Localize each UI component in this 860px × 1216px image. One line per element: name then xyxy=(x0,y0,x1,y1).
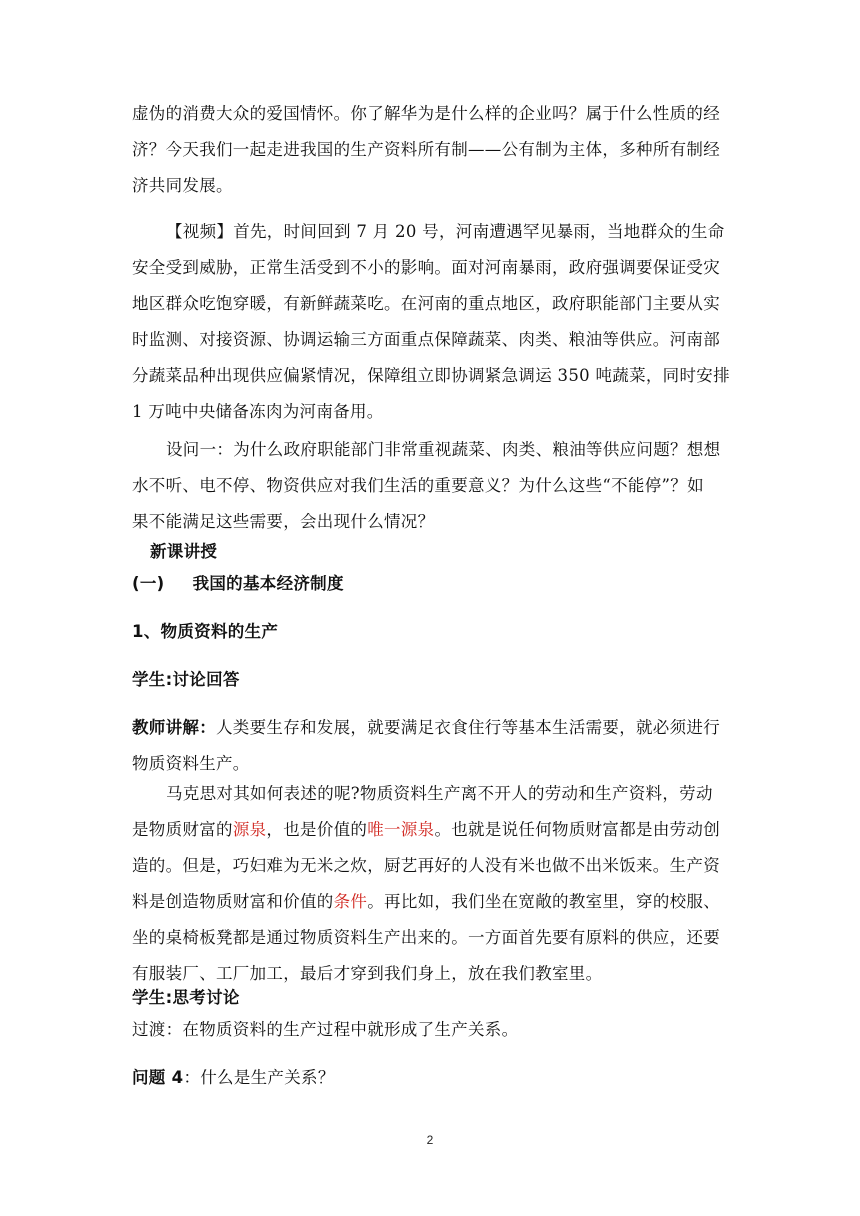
text-line xyxy=(132,884,732,920)
text-line: 分蔬菜品种出现供应偏紧情况，保障组立即协调紧急调运 350 吨蔬菜，同时安排 xyxy=(132,366,730,385)
highlight-only-source: 唯一源泉 xyxy=(367,820,435,839)
teacher-text: 人类要生存和发展，就要满足衣食住行等基本生活需要，就必须进行 xyxy=(216,718,720,737)
text-line: 造的。但是，巧妇难为无米之炊，厨艺再好的人没有米也做不出米饭来。生产资 xyxy=(132,856,720,875)
text-line xyxy=(132,710,732,746)
heading-subsection-1: 1、物质资料的生产 xyxy=(132,622,279,641)
heading-section-1 xyxy=(132,566,732,602)
text-line: 济？今天我们一起走进我国的生产资料所有制——公有制为主体，多种所有制经 xyxy=(132,140,720,159)
highlight-condition: 条件 xyxy=(333,892,368,911)
question-4-text: ：什么是生产关系？ xyxy=(183,1068,335,1087)
text-line: 水不听、电不停、物资供应对我们生活的重要意义？为什么这些“不能停”？如 xyxy=(132,476,704,495)
text-line: 有服装厂、工厂加工，最后才穿到我们身上，放在我们教室里。 xyxy=(132,964,603,983)
text-line: 济共同发展。 xyxy=(132,176,233,195)
paragraph-marx xyxy=(132,776,732,992)
text-segment: 。再比如，我们坐在宽敞的教室里，穿的校服、 xyxy=(367,892,721,911)
text-line: 虚伪的消费大众的爱国情怀。你了解华为是什么样的企业吗？属于什么性质的经 xyxy=(132,104,720,123)
section-number: (一) xyxy=(132,574,165,593)
paragraph-question-one xyxy=(132,432,732,540)
question-4 xyxy=(132,1060,732,1096)
question-4-label: 问题 4 xyxy=(132,1068,184,1087)
text-line: 时监测、对接资源、协调运输三方面重点保障蔬菜、肉类、粮油等供应。河南部 xyxy=(132,330,720,349)
text-line: 1 万吨中央储备冻肉为河南备用。 xyxy=(132,402,384,421)
paragraph-teacher-explain xyxy=(132,710,732,782)
text-line: 设问一：为什么政府职能部门非常重视蔬菜、肉类、粮油等供应问题？想想 xyxy=(166,440,721,459)
student-discussion-1: 学生:讨论回答 xyxy=(132,670,240,689)
teacher-label: 教师讲解： xyxy=(132,718,216,737)
text-line: 果不能满足这些需要，会出现什么情况？ xyxy=(132,512,435,531)
text-segment: 是物质财富的 xyxy=(132,820,233,839)
text-line: 安全受到威胁，正常生活受到不小的影响。面对河南暴雨，政府强调要保证受灾 xyxy=(132,258,720,277)
paragraph-video xyxy=(132,214,732,430)
text-line: 坐的桌椅板凳都是通过物质资料生产出来的。一方面首先要有原料的供应，还要 xyxy=(132,928,720,947)
text-segment: 料是创造物质财富和价值的 xyxy=(132,892,334,911)
text-segment: ，也是价值的 xyxy=(266,820,368,839)
text-line: 马克思对其如何表述的呢?物质资料生产离不开人的劳动和生产资料，劳动 xyxy=(166,784,713,803)
text-line: 物质资料生产。 xyxy=(132,754,250,773)
heading-new-lesson: 新课讲授 xyxy=(150,542,218,561)
transition-text: 过渡：在物质资料的生产过程中就形成了生产关系。 xyxy=(132,1020,519,1039)
student-discussion-2: 学生:思考讨论 xyxy=(132,988,240,1007)
highlight-source: 源泉 xyxy=(232,820,267,839)
text-segment: 。也就是说任何物质财富都是由劳动创 xyxy=(434,820,721,839)
page-number: 2 xyxy=(426,1133,434,1147)
section-title: 我国的基本经济制度 xyxy=(192,574,344,593)
text-line xyxy=(132,812,732,848)
paragraph-intro-end xyxy=(132,96,732,204)
text-line: 【视频】首先，时间回到 7 月 20 号，河南遭遇罕见暴雨，当地群众的生命 xyxy=(166,222,725,241)
text-line: 地区群众吃饱穿暖，有新鲜蔬菜吃。在河南的重点地区，政府职能部门主要从实 xyxy=(132,294,720,313)
